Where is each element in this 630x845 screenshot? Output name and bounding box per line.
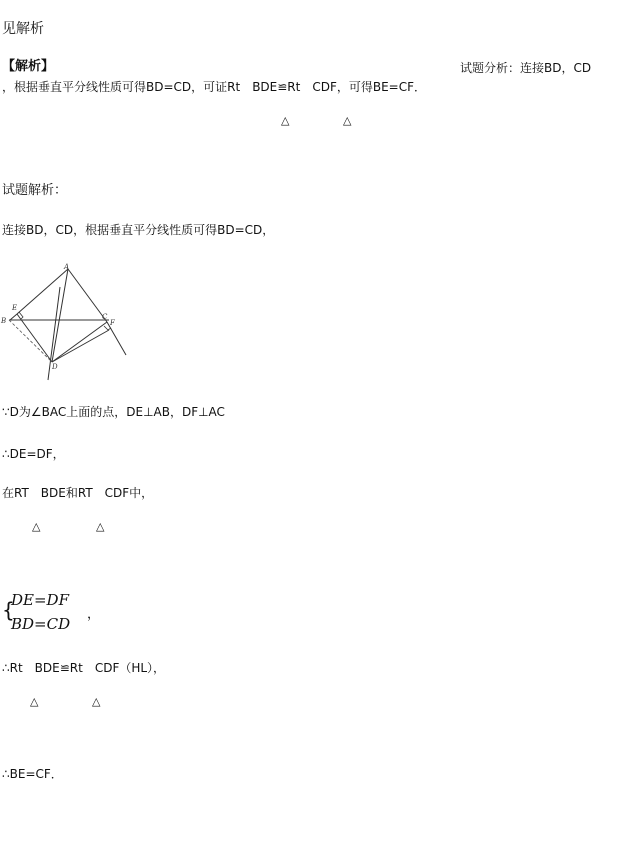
figure-label-e: E: [12, 304, 18, 312]
figure-label-b: B: [1, 317, 7, 325]
solution-step-1: 连接BD，CD，根据垂直平分线性质可得BD=CD，: [2, 223, 275, 237]
figure-label-d: D: [52, 363, 58, 371]
geometry-figure: [0, 262, 132, 384]
analysis-intro: 试题分析：连接BD，CD: [460, 61, 592, 75]
figure-line-ab: [17, 269, 68, 314]
solution-step-4: 在RT BDE和RT CDF中，: [2, 486, 154, 500]
triangle-symbol: △: [32, 520, 41, 533]
figure-label-a: A: [64, 263, 70, 271]
analysis-label: 【解析】: [2, 59, 55, 74]
figure-line-ae: [10, 314, 17, 320]
figure-line-df: [52, 330, 109, 362]
triangle-symbol: △: [343, 114, 352, 127]
triangle-symbol: △: [96, 520, 105, 533]
equation-de-df: DE=DF: [11, 591, 69, 609]
triangle-symbol: △: [281, 114, 290, 127]
solution-step-2: ∵D为∠BAC上面的点，DE⊥AB，DF⊥AC: [2, 405, 225, 419]
figure-label-f: F: [110, 319, 115, 327]
figure-label-c: C: [102, 313, 108, 321]
solution-step-3: ∴DE=DF，: [2, 447, 65, 461]
figure-line-de: [17, 314, 52, 362]
figure-line-bd: [9, 320, 52, 362]
solution-label: 试题解析：: [2, 183, 68, 198]
answer-title: 见解析: [2, 21, 44, 37]
solution-step-6: ∴BE=CF．: [2, 767, 63, 781]
solution-step-5: ∴Rt BDE≌Rt CDF（HL），: [2, 661, 166, 675]
analysis-line: ，根据垂直平分线性质可得BD=CD，可证Rt BDE≌Rt CDF，可得BE=CF．: [2, 80, 427, 94]
figure-line-ad: [52, 269, 68, 362]
triangle-symbol: △: [30, 695, 39, 708]
equation-brace: {: [2, 598, 15, 622]
equation-comma: ，: [87, 607, 101, 622]
triangle-symbol: △: [92, 695, 101, 708]
equation-bd-cd: BD=CD: [11, 615, 71, 633]
figure-line-dc: [52, 322, 107, 362]
